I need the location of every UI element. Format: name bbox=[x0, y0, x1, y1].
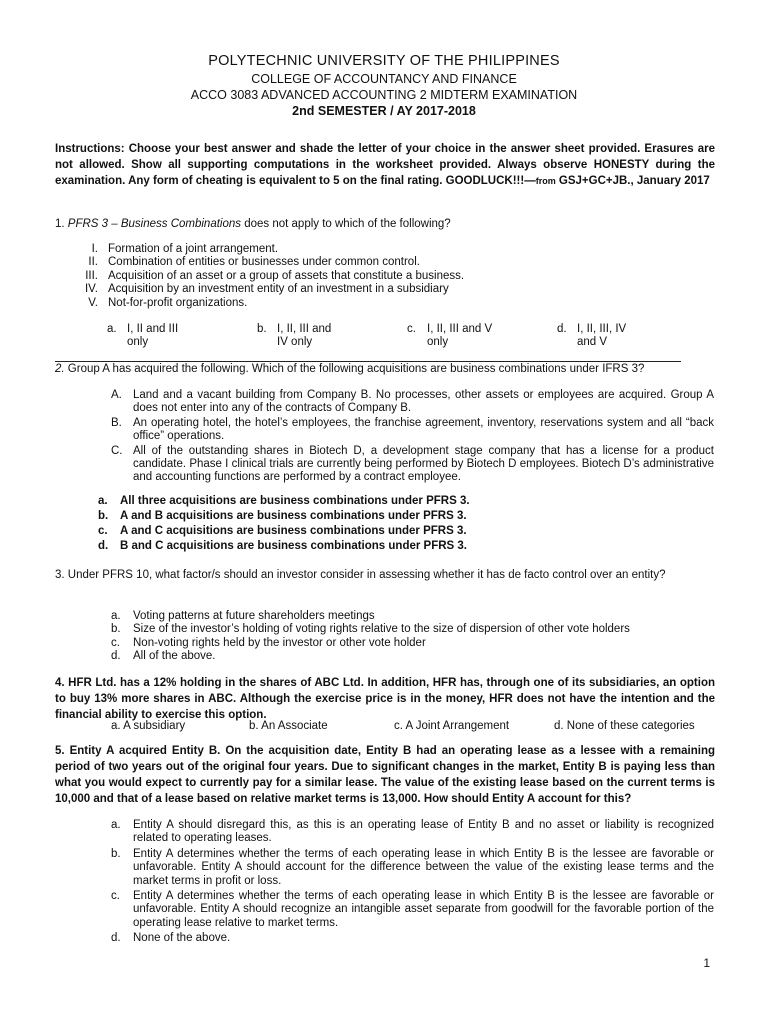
choice-c[interactable]: c. Entity A determines whether the terms of each operating lease in which Entity B is the lessee are favorable or unfavorable. Entity A should recognize an intangible asset separate from goodwill for the favorable portion of the operating lease relative to market terms. bbox=[111, 890, 714, 929]
instructions-from: from bbox=[535, 176, 556, 186]
list-item: A. Land and a vacant building from Company B. No processes, other assets or employees are acquired. Group A does not enter into any of the contracts of Company B. bbox=[111, 389, 714, 415]
choice-b[interactable]: b. A and B acquisitions are business combinations under PFRS 3. bbox=[98, 510, 467, 522]
question-2-number: 2. bbox=[55, 363, 65, 375]
list-item: II. Combination of entities or businesses under common control. bbox=[88, 256, 420, 269]
list-item: III. Acquisition of an asset or a group of assets that constitute a business. bbox=[85, 269, 465, 282]
choice-c[interactable]: c. Non-voting rights held by the investor or other vote holder bbox=[111, 636, 426, 649]
question-2-items bbox=[111, 389, 714, 486]
question-1-number: 1. bbox=[55, 218, 65, 230]
university-name: POLYTECHNIC UNIVERSITY OF THE PHILIPPINES bbox=[208, 53, 560, 69]
choice-a[interactable]: a. Entity A should disregard this, as this is an operating lease of Entity B and no asset or liability is recognized related to operating leases. bbox=[111, 819, 714, 845]
choice-d[interactable]: d. I, II, III, IV and V bbox=[557, 323, 627, 349]
question-1-italic: PFRS 3 – Business Combinations bbox=[67, 218, 242, 230]
question-2-text: Group A has acquired the following. Which of the following acquisitions are business combinations under IFRS 3? bbox=[64, 363, 645, 375]
list-item: I. Formation of a joint arrangement. bbox=[91, 243, 279, 255]
question-2 bbox=[55, 362, 715, 376]
question-1 bbox=[55, 217, 451, 231]
choice-d[interactable]: d. None of these categories bbox=[554, 720, 695, 732]
question-3: 3. Under PFRS 10, what factor/s should an investor consider in assessing whether it has de facto control over an entity? bbox=[55, 569, 666, 581]
choice-b[interactable]: b. I, II, III and IV only bbox=[257, 323, 332, 349]
instructions-signature: GSJ+GC+JB., January 2017 bbox=[558, 175, 710, 187]
list-item: C. All of the outstanding shares in Biotech D, a development stage company that has a license for a product candidate. Phase I clinical trials are currently being performed by Biotech D employees. Biotech D’s administrative and accounting functions are performed by a contract employee. bbox=[111, 444, 714, 484]
choice-a[interactable]: a. Voting patterns at future shareholders meetings bbox=[111, 610, 375, 622]
list-item: IV. Acquisition by an investment entity of an investment in a subsidiary bbox=[84, 283, 449, 296]
question-1-text: does not apply to which of the following? bbox=[241, 218, 451, 230]
choice-b[interactable]: b. Entity A determines whether the terms of each operating lease in which Entity B is the lessee are favorable or unfavorable. Entity A should account for the difference between the value of the existing lease terms and the market terms in profit or loss. bbox=[111, 847, 714, 887]
choice-a[interactable]: a. I, II and III only bbox=[107, 323, 179, 349]
question-1-choices bbox=[107, 323, 707, 350]
choice-a[interactable]: a. All three acquisitions are business combinations under PFRS 3. bbox=[98, 495, 470, 507]
question-4: 4. HFR Ltd. has a 12% holding in the shares of ABC Ltd. In addition, HFR has, through one of its subsidiaries, an option to buy 13% more shares in ABC. Although the exercise price is in the money, HFR does not have the intention and the financial ability to exercise this option. bbox=[55, 677, 715, 721]
question-1-items bbox=[55, 243, 675, 310]
instructions-text: Instructions: Choose your best answer and shade the letter of your choice in the answer sheet provided. Erasures are not allowed. Show all supporting computations in the worksheet provided. Always observe HONESTY during the examination. Any form of cheating is equivalent to 5 on the final rating. GOODLUCK!!!— bbox=[55, 143, 715, 187]
choice-d[interactable]: d. All of the above. bbox=[111, 650, 216, 663]
list-item: B. An operating hotel, the hotel’s employees, the franchise agreement, inventory, reservations system and all “back office” operations. bbox=[111, 416, 714, 443]
choice-d[interactable]: d. None of the above. bbox=[111, 932, 231, 945]
choice-b[interactable]: b. Size of the investor’s holding of voting rights relative to the size of dispersion of other vote holders bbox=[111, 623, 630, 636]
choice-a[interactable]: a. A subsidiary bbox=[111, 720, 186, 732]
question-2-choices bbox=[98, 494, 698, 554]
list-item: V. Not-for-profit organizations. bbox=[88, 296, 248, 309]
choice-c[interactable]: c. A and C acquisitions are business combinations under PFRS 3. bbox=[98, 525, 467, 537]
page-number: 1 bbox=[703, 956, 710, 970]
question-4-choices bbox=[111, 719, 695, 733]
question-3-choices bbox=[111, 610, 714, 664]
college-name: COLLEGE OF ACCOUNTANCY AND FINANCE bbox=[251, 72, 517, 86]
semester-label: 2nd SEMESTER / AY 2017-2018 bbox=[292, 104, 476, 118]
instructions bbox=[55, 141, 715, 189]
question-5-choices bbox=[111, 819, 714, 947]
choice-c[interactable]: c. A Joint Arrangement bbox=[394, 720, 510, 732]
course-title: ACCO 3083 ADVANCED ACCOUNTING 2 MIDTERM EXAMINATION bbox=[190, 88, 578, 102]
choice-d[interactable]: d. B and C acquisitions are business combinations under PFRS 3. bbox=[98, 540, 467, 552]
exam-header bbox=[0, 51, 768, 119]
question-5: 5. Entity A acquired Entity B. On the acquisition date, Entity B had an operating lease as a lessee with a remaining period of two years out of the original four years. Due to significant changes in the market, Entity B is paying less than what you would expect to currently pay for a similar lease. The value of the existing lease based on the current terms is 10,000 and that of a lease based on relative market terms is 13,000. How should Entity A account for this? bbox=[55, 745, 715, 805]
choice-b[interactable]: b. An Associate bbox=[249, 720, 328, 732]
choice-c[interactable]: c. I, II, III and V only bbox=[407, 323, 493, 349]
